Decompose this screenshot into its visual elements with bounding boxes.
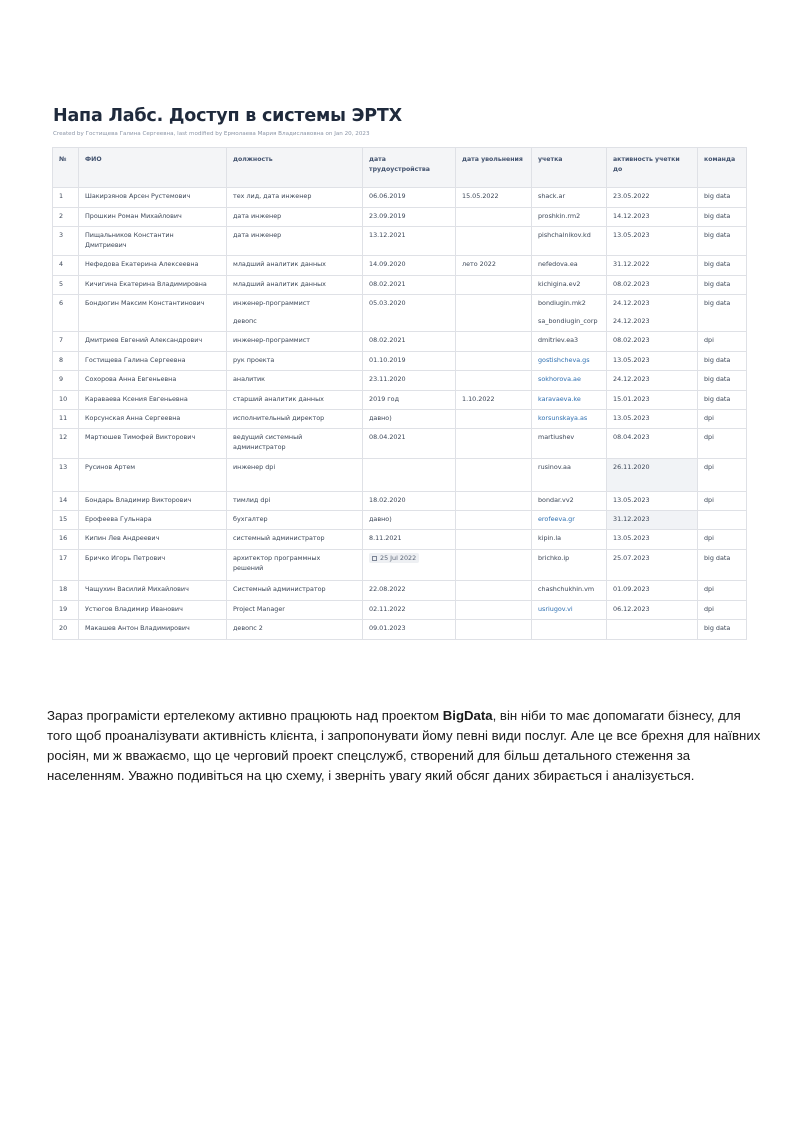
cell-active-until: 23.05.2022 <box>607 188 698 208</box>
table-row <box>53 295 747 332</box>
cell-name: Бричко Игорь Петрович <box>79 550 227 581</box>
cell-position: исполнительный директор <box>227 410 363 429</box>
cell-name: Нефедова Екатерина Алексеевна <box>79 256 227 276</box>
cell-active-until: 08.02.2023 <box>607 332 698 352</box>
cell-active-until: 13.05.2023 <box>607 492 698 511</box>
cell-name: Кичигина Екатерина Владимировна <box>79 276 227 295</box>
cell-active-until: 06.12.2023 <box>607 601 698 620</box>
cell-number: 10 <box>53 391 79 410</box>
table-header-row <box>53 148 747 188</box>
column-header-active-until[interactable]: активность учетки до <box>607 148 698 188</box>
cell-position: Project Manager <box>227 601 363 620</box>
cell-team: big data <box>698 391 747 410</box>
cell-name: Кипин Лев Андреевич <box>79 530 227 550</box>
cell-name: Пищальников Константин Дмитриевич <box>79 227 227 256</box>
cell-team: big data <box>698 620 747 640</box>
cell-account-link[interactable]: sokhorova.ae <box>532 371 607 391</box>
cell-fire-date <box>456 276 532 295</box>
cell-active-until: 13.05.2023 <box>607 530 698 550</box>
cell-hire-date: 22.08.2022 <box>363 581 456 601</box>
cell-number: 20 <box>53 620 79 640</box>
column-header-account[interactable]: учетка <box>532 148 607 188</box>
cell-name: Бондюгин Максим Константинович <box>79 295 227 332</box>
cell-number: 14 <box>53 492 79 511</box>
cell-team: big data <box>698 208 747 227</box>
cell-team: big data <box>698 550 747 581</box>
cell-position: бухгалтер <box>227 511 363 530</box>
cell-account: brichko.ip <box>532 550 607 581</box>
cell-active-until: 14.12.2023 <box>607 208 698 227</box>
cell-name: Дмитриев Евгений Александрович <box>79 332 227 352</box>
table-row <box>53 620 747 640</box>
table-row <box>53 492 747 511</box>
cell-position: тимлид dpi <box>227 492 363 511</box>
table-row <box>53 352 747 371</box>
cell-team: dpi <box>698 492 747 511</box>
cell-team: big data <box>698 256 747 276</box>
cell-fire-date <box>456 429 532 459</box>
cell-position: Системный администратор <box>227 581 363 601</box>
cell-active-until: 13.05.2023 <box>607 352 698 371</box>
cell-hire-date: давно) <box>363 511 456 530</box>
account-line: bondiugin.mk2 <box>538 299 586 307</box>
cell-account-link[interactable]: usriugov.vi <box>532 601 607 620</box>
cell-position: аналитик <box>227 371 363 391</box>
cell-fire-date: лето 2022 <box>456 256 532 276</box>
table-row <box>53 391 747 410</box>
cell-fire-date <box>456 550 532 581</box>
cell-number: 15 <box>53 511 79 530</box>
cell-number: 9 <box>53 371 79 391</box>
cell-account-link[interactable]: korsunskaya.as <box>532 410 607 429</box>
cell-number: 12 <box>53 429 79 459</box>
paragraph-bold-term: BigData <box>442 708 493 724</box>
cell-fire-date <box>456 208 532 227</box>
cell-account: pishchalnikov.kd <box>532 227 607 256</box>
cell-fire-date <box>456 227 532 256</box>
cell-hire-date <box>363 459 456 492</box>
cell-number: 3 <box>53 227 79 256</box>
cell-number: 7 <box>53 332 79 352</box>
cell-fire-date: 1.10.2022 <box>456 391 532 410</box>
account-line: sa_bondiugin_corp <box>538 317 598 325</box>
cell-fire-date <box>456 511 532 530</box>
cell-account-link[interactable]: gostishcheva.gs <box>532 352 607 371</box>
cell-account <box>532 295 607 332</box>
access-table <box>52 147 747 640</box>
table-row <box>53 256 747 276</box>
cell-team <box>698 511 747 530</box>
table-row <box>53 581 747 601</box>
cell-fire-date <box>456 492 532 511</box>
cell-hire-date: 08.04.2021 <box>363 429 456 459</box>
cell-position: дата инженер <box>227 208 363 227</box>
cell-position: дата инженер <box>227 227 363 256</box>
column-header-fio[interactable]: ФИО <box>79 148 227 188</box>
cell-account <box>532 620 607 640</box>
cell-hire-date: 8.11.2021 <box>363 530 456 550</box>
cell-fire-date <box>456 410 532 429</box>
cell-position: младший аналитик данных <box>227 256 363 276</box>
cell-name: Сохорова Анна Евгеньевна <box>79 371 227 391</box>
cell-account: nefedova.ea <box>532 256 607 276</box>
cell-number: 6 <box>53 295 79 332</box>
date-lozenge[interactable] <box>369 553 419 563</box>
cell-hire-date: 18.02.2020 <box>363 492 456 511</box>
paragraph-text-start: Зараз програмісти ертелекому активно працюють над проектом <box>47 708 443 724</box>
cell-hire-date: 14.09.2020 <box>363 256 456 276</box>
cell-number: 5 <box>53 276 79 295</box>
calendar-icon <box>372 556 377 561</box>
cell-account: bondar.vv2 <box>532 492 607 511</box>
cell-active-until-highlighted: 31.12.2023 <box>607 511 698 530</box>
cell-name: Устюгов Владимир Иванович <box>79 601 227 620</box>
cell-name: Бондарь Владимир Викторович <box>79 492 227 511</box>
cell-team: dpi <box>698 332 747 352</box>
position-line: инженер-программист <box>233 299 310 307</box>
cell-team: big data <box>698 227 747 256</box>
cell-fire-date <box>456 459 532 492</box>
cell-account: rusinov.aa <box>532 459 607 492</box>
cell-team: dpi <box>698 459 747 492</box>
cell-hire-date: 13.12.2021 <box>363 227 456 256</box>
cell-active-until-highlighted: 26.11.2020 <box>607 459 698 492</box>
cell-name: Ерофеева Гульнара <box>79 511 227 530</box>
body-paragraph <box>47 706 767 785</box>
cell-team: dpi <box>698 429 747 459</box>
cell-team: dpi <box>698 581 747 601</box>
cell-team: big data <box>698 188 747 208</box>
cell-number: 2 <box>53 208 79 227</box>
table-row <box>53 332 747 352</box>
cell-position: архитектор программных решений <box>227 550 363 581</box>
cell-account: shack.ar <box>532 188 607 208</box>
cell-hire-date <box>363 550 456 581</box>
cell-position: девопс 2 <box>227 620 363 640</box>
page-title: Напа Лабс. Доступ в системы ЭРТХ <box>53 106 402 126</box>
cell-hire-date: 06.06.2019 <box>363 188 456 208</box>
cell-number: 17 <box>53 550 79 581</box>
cell-hire-date: 2019 год <box>363 391 456 410</box>
cell-position: старший аналитик данных <box>227 391 363 410</box>
table-row <box>53 429 747 459</box>
cell-account: proshkin.rm2 <box>532 208 607 227</box>
cell-team: big data <box>698 276 747 295</box>
cell-position: инженер dpi <box>227 459 363 492</box>
cell-hire-date: 05.03.2020 <box>363 295 456 332</box>
active-until-line: 24.12.2023 <box>613 317 650 325</box>
cell-position <box>227 295 363 332</box>
cell-number: 4 <box>53 256 79 276</box>
cell-active-until: 13.05.2023 <box>607 227 698 256</box>
table-row <box>53 188 747 208</box>
column-header-position[interactable]: должность <box>227 148 363 188</box>
cell-name: Гостищева Галина Сергеевна <box>79 352 227 371</box>
cell-number: 8 <box>53 352 79 371</box>
cell-position: младший аналитик данных <box>227 276 363 295</box>
cell-fire-date <box>456 620 532 640</box>
cell-name: Чащухин Василий Михайлович <box>79 581 227 601</box>
cell-active-until <box>607 620 698 640</box>
column-header-number[interactable]: № <box>53 148 79 188</box>
cell-account-link[interactable]: karavaeva.ke <box>532 391 607 410</box>
active-until-line: 24.12.2023 <box>613 299 650 307</box>
cell-name: Русинов Артем <box>79 459 227 492</box>
cell-name: Корсунская Анна Сергеевна <box>79 410 227 429</box>
cell-active-until: 13.05.2023 <box>607 410 698 429</box>
cell-position: системный администратор <box>227 530 363 550</box>
cell-hire-date: 08.02.2021 <box>363 332 456 352</box>
column-header-team[interactable]: команда <box>698 148 747 188</box>
cell-number: 19 <box>53 601 79 620</box>
cell-name: Макашев Антон Владимирович <box>79 620 227 640</box>
cell-team: big data <box>698 371 747 391</box>
table-row <box>53 410 747 429</box>
cell-account: chashchukhin.vm <box>532 581 607 601</box>
cell-number: 18 <box>53 581 79 601</box>
cell-name: Шакирзянов Арсен Рустемович <box>79 188 227 208</box>
cell-position: рук проекта <box>227 352 363 371</box>
cell-active-until: 15.01.2023 <box>607 391 698 410</box>
cell-hire-date: 23.11.2020 <box>363 371 456 391</box>
cell-account: martiushev <box>532 429 607 459</box>
cell-active-until: 08.04.2023 <box>607 429 698 459</box>
cell-active-until: 01.09.2023 <box>607 581 698 601</box>
cell-hire-date: 23.09.2019 <box>363 208 456 227</box>
position-line: девопс <box>233 317 257 325</box>
cell-fire-date <box>456 530 532 550</box>
cell-number: 1 <box>53 188 79 208</box>
cell-account-link[interactable]: erofeeva.gr <box>532 511 607 530</box>
column-header-hire-date[interactable]: дата трудоустройства <box>363 148 456 188</box>
cell-account: kichigina.ev2 <box>532 276 607 295</box>
cell-position: инженер-программист <box>227 332 363 352</box>
cell-name: Прошкин Роман Михайлович <box>79 208 227 227</box>
cell-name: Караваева Ксения Евгеньевна <box>79 391 227 410</box>
cell-active-until <box>607 295 698 332</box>
cell-team: big data <box>698 352 747 371</box>
table-row <box>53 371 747 391</box>
cell-team: dpi <box>698 410 747 429</box>
cell-fire-date <box>456 295 532 332</box>
cell-account: kipin.la <box>532 530 607 550</box>
cell-name: Мартюшев Тимофей Викторович <box>79 429 227 459</box>
cell-active-until: 25.07.2023 <box>607 550 698 581</box>
paragraph-text-end: , він ніби то має допомагати бізнесу, для того щоб проаналізувати активність клієнта, і запропонувати йому певні види послуг. Але це все брехня для наївних росіян, ми ж вважаємо, що це черговий проект спецслужб, створений для більш детального стеження за населенням. Уважно подивіться на цю схему, і зверніть увагу який обсяг даних збирається і аналізується. <box>47 708 761 783</box>
cell-active-until: 24.12.2023 <box>607 371 698 391</box>
table-row <box>53 227 747 256</box>
cell-account: dmitriev.ea3 <box>532 332 607 352</box>
cell-fire-date: 15.05.2022 <box>456 188 532 208</box>
cell-fire-date <box>456 352 532 371</box>
cell-team: dpi <box>698 601 747 620</box>
table-row <box>53 208 747 227</box>
cell-hire-date: 01.10.2019 <box>363 352 456 371</box>
page-byline: Created by Гостищева Галина Сергеевна, last modified by Ермолаева Мария Владиславовна on Jan 20, 2023 <box>53 131 370 137</box>
cell-position: ведущий системный администратор <box>227 429 363 459</box>
table-row <box>53 601 747 620</box>
date-lozenge-text: 25 Jul 2022 <box>380 554 417 562</box>
cell-active-until: 31.12.2022 <box>607 256 698 276</box>
cell-position: тех лид, дата инженер <box>227 188 363 208</box>
cell-hire-date: 02.11.2022 <box>363 601 456 620</box>
column-header-fire-date[interactable]: дата увольнения <box>456 148 532 188</box>
cell-team: big data <box>698 295 747 332</box>
cell-number: 16 <box>53 530 79 550</box>
cell-number: 13 <box>53 459 79 492</box>
cell-fire-date <box>456 371 532 391</box>
table-row <box>53 550 747 581</box>
cell-number: 11 <box>53 410 79 429</box>
table-row <box>53 530 747 550</box>
cell-hire-date: 08.02.2021 <box>363 276 456 295</box>
cell-hire-date: 09.01.2023 <box>363 620 456 640</box>
table-row <box>53 459 747 492</box>
cell-fire-date <box>456 601 532 620</box>
cell-fire-date <box>456 581 532 601</box>
cell-fire-date <box>456 332 532 352</box>
cell-active-until: 08.02.2023 <box>607 276 698 295</box>
table-row <box>53 276 747 295</box>
cell-hire-date: давно) <box>363 410 456 429</box>
cell-team: dpi <box>698 530 747 550</box>
table-row <box>53 511 747 530</box>
